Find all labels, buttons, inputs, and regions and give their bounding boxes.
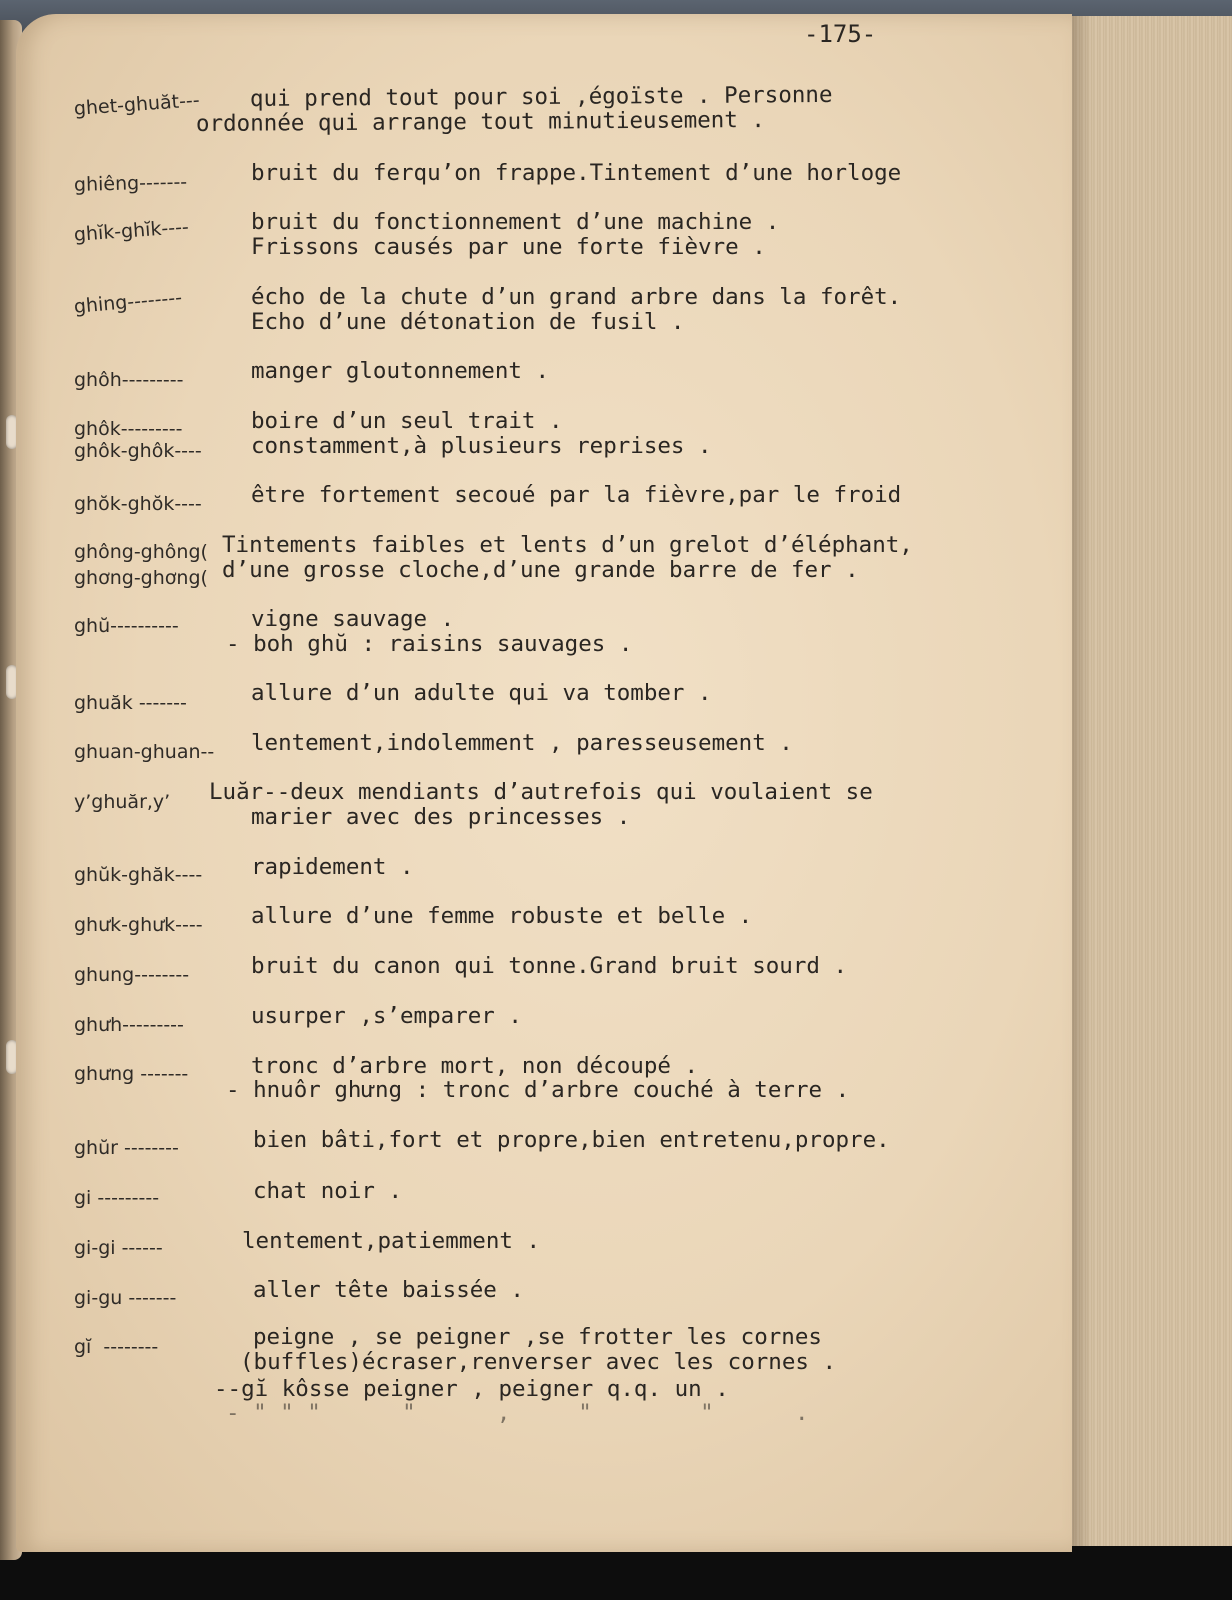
headword: gi --------- [74,1187,160,1209]
definition-line: allure d’un adulte qui va tomber . [251,680,712,706]
headword: ghŏk-ghŏk---- [74,493,202,515]
headword: ghơng-ghơng( [74,567,208,589]
headword: ghông-ghông( [74,541,208,563]
headword: gĭ -------- [74,1336,159,1358]
headword: ghŭ---------- [74,615,179,637]
definition-line: Echo d’une détonation de fusil . [251,309,685,335]
headword: ghiêng------- [73,171,188,196]
definition-line: qui prend tout pour soi ,égoïste . Personne [249,81,833,112]
definition-line: bruit du fonctionnement d’une machine . [251,209,780,235]
definition-line: bruit du ferqu’on frappe.Tintement d’une horloge [251,160,902,186]
headword: ghing-------- [72,286,183,318]
definition-line: écho de la chute d’un grand arbre dans la forêt. [251,284,902,310]
page-stack-edge [1068,16,1232,1546]
definition-line: lentement,indolemment , paresseusement . [251,730,793,756]
headword: ghôk--------- [74,418,183,440]
definition-line: (buffles)écraser,renverser avec les cornes . [240,1349,837,1375]
headword: ghuăk ------- [74,692,187,714]
definition-line: bien bâti,fort et propre,bien entretenu,propre. [253,1127,890,1153]
headword: ghĭk-ghĭk---- [73,216,190,246]
headword: ghŭr -------- [74,1137,179,1159]
headword: ghôk-ghôk---- [74,440,202,462]
definition-line: chat noir . [253,1178,403,1204]
definition-line: Luăr--deux mendiants d’autrefois qui voulaient se [209,779,873,805]
definition-line: Tintements faibles et lents d’un grelot d’éléphant, [222,532,913,558]
definition-line: peigne , se peigner ,se frotter les cornes [253,1324,822,1350]
headword: ghuan-ghuan-- [74,741,215,763]
definition-line: marier avec des princesses . [251,804,631,830]
definition-line: Frissons causés par une forte fièvre . [251,234,766,260]
headword: y’ghuăr,y’ [74,791,171,813]
definition-line: aller tête baissée . [253,1277,524,1303]
headword: ghung-------- [74,964,190,986]
definition-line: - hnuôr ghưng : tronc d’arbre couché à terre . [226,1077,850,1103]
headword: gi-gu ------- [74,1287,177,1309]
definition-line: - " " " " , " " . [226,1400,809,1426]
definition-line: tronc d’arbre mort, non découpé . [251,1053,699,1079]
page-number: -175- [804,20,877,48]
headword: ghưng ------- [74,1063,189,1085]
definition-line: boire d’un seul trait . [251,408,563,434]
definition-line: usurper ,s’emparer . [251,1003,522,1029]
headword: ghet-ghuăt--- [73,89,201,120]
definition-line: manger gloutonnement . [251,358,550,384]
definition-line: bruit du canon qui tonne.Grand bruit sourd . [251,953,848,979]
headword: ghŭk-ghăk---- [74,864,203,886]
definition-line: - boh ghŭ : raisins sauvages . [226,631,633,657]
headword: ghưk-ghưk---- [74,914,203,936]
definition-line: être fortement secoué par la fièvre,par le froid [251,482,902,508]
headword: gi-gi ------ [74,1237,163,1259]
headword: ghôh--------- [74,369,184,391]
definition-line: d’une grosse cloche,d’une grande barre de fer . [222,557,859,583]
definition-line: ordonnée qui arrange tout minutieusement . [195,107,766,137]
definition-line: --gĭ kôsse peigner , peigner q.q. un . [214,1376,729,1402]
definition-line: lentement,patiemment . [242,1228,541,1254]
definition-line: allure d’une femme robuste et belle . [251,903,753,929]
definition-line: constamment,à plusieurs reprises . [251,433,712,459]
headword: ghưh--------- [74,1014,184,1036]
definition-line: rapidement . [251,854,414,880]
definition-line: vigne sauvage . [251,606,455,632]
